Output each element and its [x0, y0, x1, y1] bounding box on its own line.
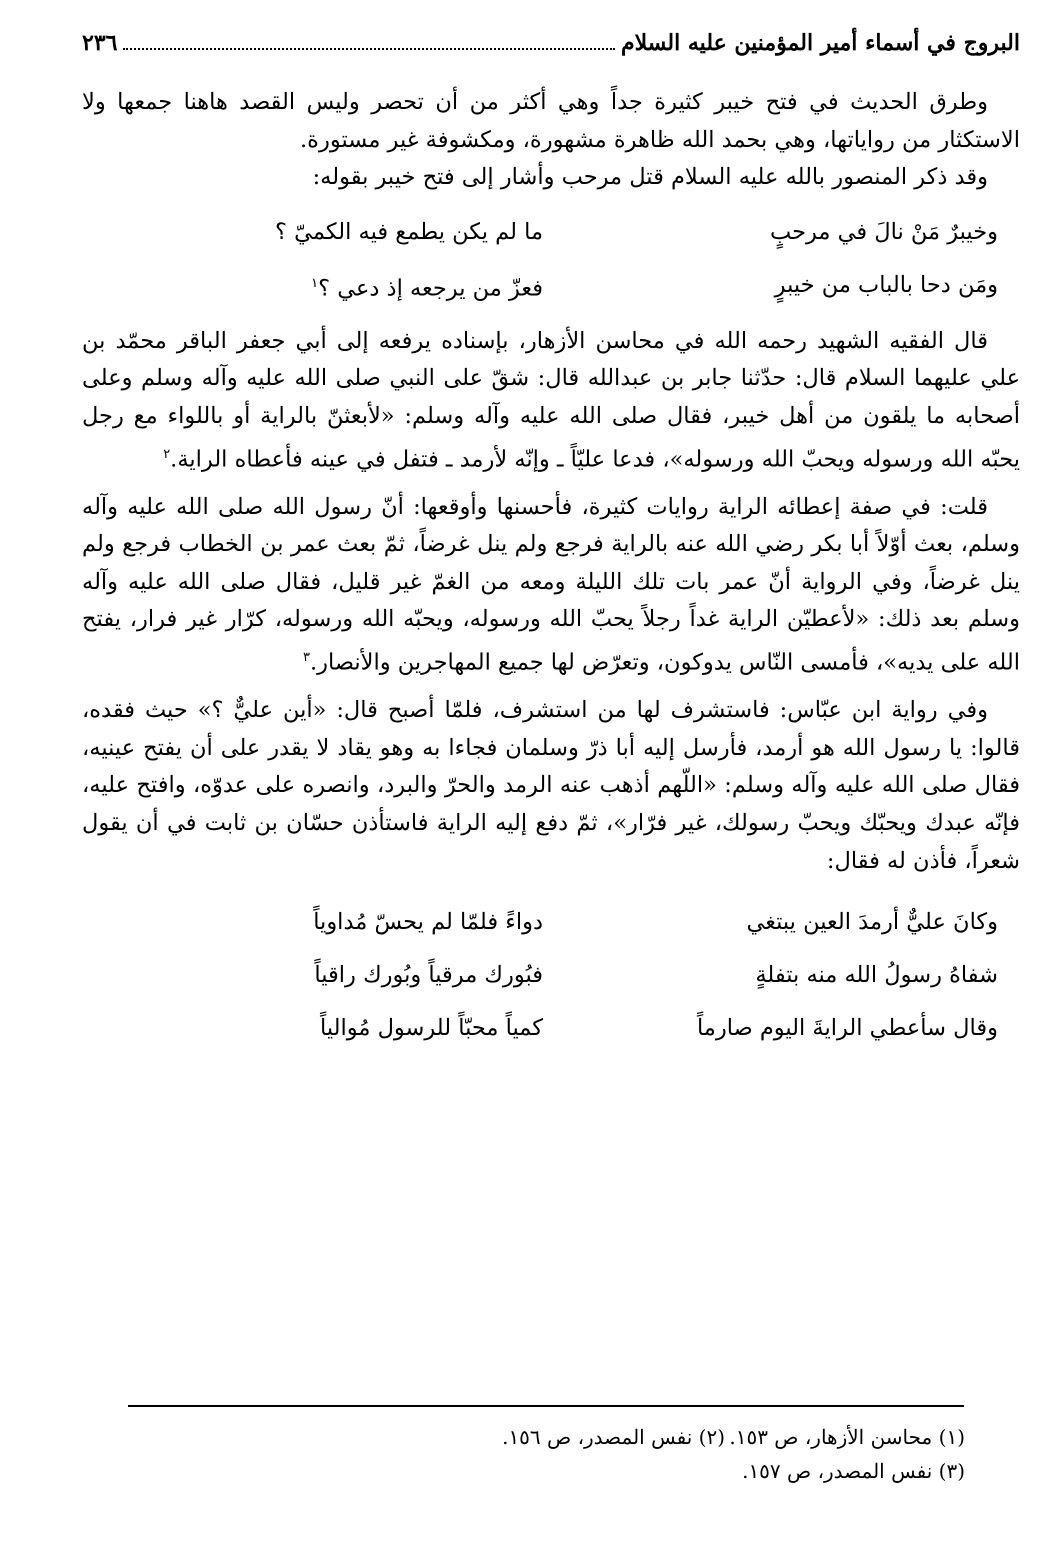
poem-1-verse-2	[82, 260, 1020, 313]
verse-first-hemistich: وخيبرٌ مَنْ نالَ في مرحبٍ	[770, 219, 998, 246]
paragraph-2: وقد ذكر المنصور بالله عليه السلام قتل مرحب وأشار إلى فتح خيبر بقوله:	[312, 164, 988, 191]
footnote-3: (٣) نفس المصدر، ص ١٥٧.	[742, 1459, 965, 1483]
verse-first-hemistich: وقال سأعطي الرايةَ اليوم صارماً	[696, 1014, 998, 1041]
verse-first-hemistich: وكانَ عليٌّ أرمدَ العين يبتغي	[746, 908, 998, 935]
poem-1-verse-1	[82, 207, 1020, 260]
poem-2-verse-2	[82, 949, 1020, 1002]
verse-first-hemistich: شفاهُ رسولُ الله منه بتفلةٍ	[755, 961, 998, 988]
running-title: البروج في أسماء أمير المؤمنين عليه السلام	[621, 30, 1020, 56]
verse-second-hemistich: دواءً فلمّا لم يحسّ مُداوياً	[313, 908, 543, 935]
footnotes	[105, 1420, 965, 1488]
footnote-ref-3: ٣	[303, 650, 311, 666]
poem-2-verse-1	[82, 896, 1020, 949]
page-number: ٢٣٦	[82, 30, 118, 56]
footnote-2: (٢) نفس المصدر، ص ١٥٦.	[502, 1425, 725, 1449]
paragraph-5: وفي رواية ابن عبّاس: فاستشرف لها من استشرف، فلمّا أصبح قال: «أين عليٌّ ؟» حيث فقده، قالوا: يا رسول الله هو أرمد، فأرسل إليه أبا ذرّ وسلمان فجاءا به وهو يقاد لا يقدر على أن يفتح عينيه، فقال صلى الله عليه وآله وسلم: «اللّهم أذهب عنه الرمد والحرّ والبرد، وانصره على عدوّه، وافتح عليه، فإنّه عبدك ويحبّك ويحبّ رسولك، غير فرّار»، ثمّ دفع إليه الراية فاستأذن حسّان بن ثابت في أن يقول شعراً، فأذن له فقال:	[82, 697, 1020, 874]
paragraph-3: قال الفقيه الشهيد رحمه الله في محاسن الأزهار، بإسناده يرفعه إلى أبي جعفر الباقر محمّد بن علي عليهما السلام قال: حدّثنا جابر بن عبدالله قال: شقّ على النبي صلى الله عليه وآله وسلم وعلى أصحابه ما يلقون من أهل خيبر، فقال صلى الله عليه وآله وسلم: «لأبعثنّ بالراية أو باللواء مع رجل يحبّه الله ورسوله ويحبّ الله ورسوله»، فدعا عليّاً ـ وإنّه لأرمد ـ فتفل في عينه فأعطاه الراية.$^٢$	[82, 327, 1020, 473]
verse-second-hemistich: ما لم يكن يطمع فيه الكميّ ؟	[274, 219, 543, 246]
verse-second-hemistich: فعزّ من يرجعه إذ دعي ؟$^١$	[311, 275, 543, 302]
header-dot-leader	[123, 48, 615, 50]
footnote-ref-2: ٢	[163, 446, 171, 462]
verse-second-hemistich: فبُورك مرقياً وبُورك راقياً	[314, 961, 543, 988]
verse-first-hemistich: ومَن دحا بالباب من خيبرٍ	[774, 272, 998, 299]
verse-second-hemistich: كمياً محبّاً للرسول مُوالياً	[319, 1014, 543, 1041]
running-header	[82, 30, 1020, 70]
footnote-separator	[128, 1405, 964, 1407]
poem-2-verse-3	[82, 1002, 1020, 1055]
page	[82, 30, 1020, 1055]
main-text	[82, 84, 1020, 1055]
footnote-1: (١) محاسن الأزهار، ص ١٥٣.	[729, 1425, 965, 1449]
paragraph-1: وطرق الحديث في فتح خيبر كثيرة جداً وهي أكثر من أن تحصر وليس القصد هاهنا جمعها ولا الاستكثار من رواياتها، وهي بحمد الله ظاهرة مشهورة، ومكشوفة غير مستورة.	[82, 89, 1020, 153]
paragraph-4: قلت: في صفة إعطائه الراية روايات كثيرة، فأحسنها وأوقعها: أنّ رسول الله صلى الله عليه وآله وسلم، بعث أوّلاً أبا بكر رضي الله عنه بالراية فرجع ولم ينل غرضاً، ثمّ بعث عمر بن الخطاب فرجع ولم ينل غرضاً، وفي الرواية أنّ عمر بات تلك الليلة ومعه من الغمّ غير قليل، فقال صلى الله عليه وآله وسلم بعد ذلك: «لأعطيّن الراية غداً رجلاً يحبّ الله ورسوله، ويحبّه الله ورسوله، كرّار غير فرار، يفتح الله على يديه»، فأمسى النّاس يدوكون، وتعرّض لها جميع المهاجرين والأنصار.$^٣$	[82, 493, 1020, 676]
footnote-ref-1: ١	[311, 275, 319, 291]
